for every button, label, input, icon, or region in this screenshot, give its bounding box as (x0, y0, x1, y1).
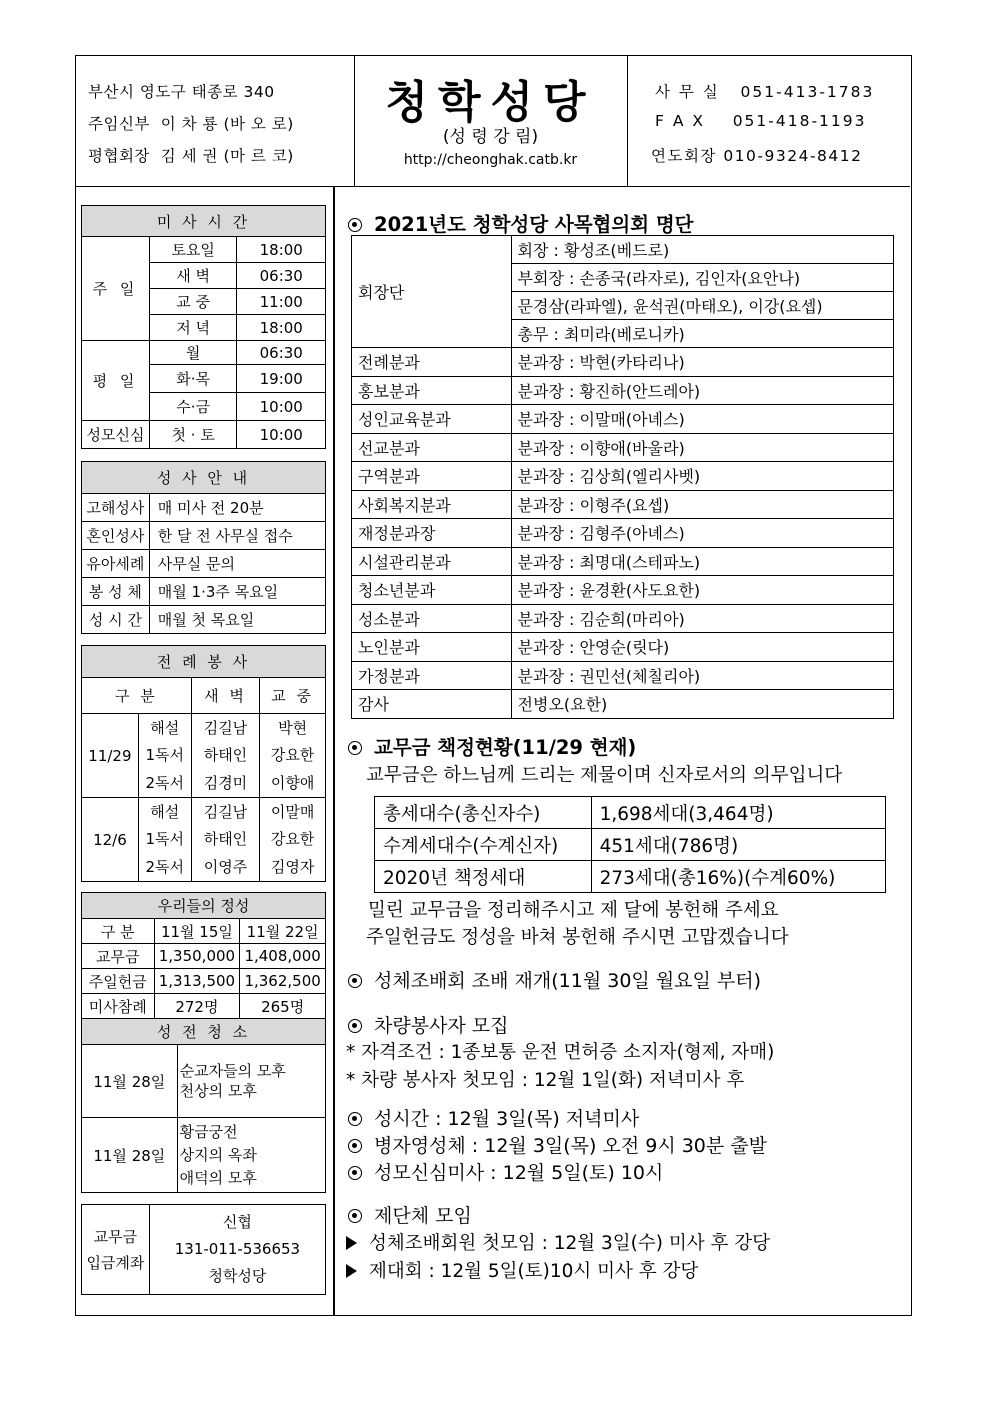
division-head: 분과장 : 이말매(아녜스) (511, 405, 893, 434)
account-label-line: 입금계좌 (86, 1253, 145, 1272)
offering-v1: 1,313,500 (154, 969, 240, 994)
driver-line-1: * 자격조건 : 1종보통 운전 면허증 소지자(형제, 자매) (346, 1042, 775, 1063)
cleaning-group: 애덕의 모후 (179, 1168, 257, 1187)
office-phone: 사 무 실 051-413-1783 (655, 83, 875, 101)
liturgy-dawn: 이영주 (191, 852, 260, 882)
groups-title: 제단체 모임 (374, 1205, 472, 1227)
fax-number: F A X 051-418-1193 (655, 112, 867, 130)
division-head: 전병오(요한) (511, 690, 893, 719)
offering-label: 미사참례 (82, 994, 155, 1019)
liturgy-role: 해설 (138, 714, 191, 741)
division-name: 성소분과 (352, 604, 512, 633)
bullet-icon (348, 1019, 362, 1033)
division-name: 사회복지분과 (352, 490, 512, 519)
account-bank: 신협 (222, 1213, 252, 1231)
division-name: 홍보분과 (352, 376, 512, 405)
bullet-icon (348, 974, 362, 988)
cleaning-groups (177, 1118, 325, 1193)
sacrament-label: 봉 성 체 (82, 578, 150, 606)
dues-value: 273세대(총16%)(수계60%) (591, 861, 885, 893)
executive-member: 문경삼(라파엘), 윤석권(마태오), 이강(요셉) (511, 292, 893, 320)
cleaning-group: 황금궁전 (179, 1122, 238, 1141)
liturgy-main: 김영자 (260, 852, 326, 882)
dues-label: 2020년 책정세대 (375, 861, 592, 893)
division-name: 감사 (352, 690, 512, 719)
mass-times-table (81, 205, 326, 449)
division-head: 분과장 : 김순희(마리아) (511, 604, 893, 633)
liturgy-main: 이향애 (260, 768, 326, 798)
dues-label: 총세대수(총신자수) (375, 797, 592, 829)
dues-title: 교무금 책정현황(11/29 현재) (374, 736, 637, 759)
sacrament-value: 매월 첫 목요일 (149, 606, 325, 634)
bullet-icon (348, 1112, 362, 1126)
liturgy-dawn: 김길남 (191, 798, 260, 825)
cleaning-table (81, 1018, 326, 1193)
division-head: 분과장 : 최명대(스테파노) (511, 547, 893, 576)
sacrament-value: 한 달 전 사무실 접수 (149, 522, 325, 550)
bullet-icon (348, 1209, 362, 1223)
cleaning-date: 11월 28일 (82, 1118, 178, 1193)
header-contacts (627, 56, 910, 186)
executive-member: 회장 : 황성조(베드로) (511, 236, 893, 264)
offering-label: 주일헌금 (82, 969, 155, 994)
executive-member: 총무 : 최미라(베로니카) (511, 320, 893, 348)
liturgy-role: 1독서 (138, 825, 191, 852)
dues-value: 451세대(786명) (591, 829, 885, 861)
mass-time: 06:30 (237, 263, 326, 289)
yeondo-contact: 연도회장 010-9324-8412 (651, 147, 863, 165)
liturgy-title: 전 례 봉 사 (82, 646, 326, 678)
sacrament-value: 사무실 문의 (149, 550, 325, 578)
offerings-table (81, 892, 326, 1019)
group-meeting-1 (346, 1229, 770, 1255)
division-head: 분과장 : 황진하(안드레아) (511, 376, 893, 405)
division-name: 가정분과 (352, 661, 512, 690)
mass-time: 06:30 (237, 341, 326, 365)
mass-times-title: 미 사 시 간 (82, 206, 326, 237)
mass-name: 새 벽 (149, 263, 237, 289)
weekday-label: 평 일 (82, 341, 150, 421)
sunday-label: 주 일 (82, 237, 150, 341)
liturgy-date: 12/6 (82, 798, 139, 882)
header-left (76, 56, 355, 186)
council-title: 2021년도 청학성당 사목협의회 명단 (374, 213, 694, 236)
dues-table (374, 796, 886, 893)
bullet-icon (348, 741, 362, 755)
offerings-col-category: 구 분 (82, 919, 155, 944)
division-name: 재정분과장 (352, 519, 512, 548)
division-head: 분과장 : 권민선(체칠리아) (511, 661, 893, 690)
account-number: 131-011-536653 (174, 1240, 301, 1258)
sacraments-title: 성 사 안 내 (82, 462, 326, 494)
dues-heading (348, 732, 636, 760)
executive-label: 회장단 (352, 236, 512, 348)
driver-heading (348, 1011, 509, 1038)
communion-notice (348, 966, 761, 993)
division-name: 시설관리분과 (352, 547, 512, 576)
header-title-block (354, 56, 628, 186)
triangle-icon (346, 1264, 357, 1278)
division-name: 성인교육분과 (352, 405, 512, 434)
sacrament-label: 고해성사 (82, 494, 150, 522)
dues-value: 1,698세대(3,464명) (591, 797, 885, 829)
address: 부산시 영도구 태종로 340 (88, 83, 275, 101)
liturgy-role: 2독서 (138, 768, 191, 798)
column-divider (333, 186, 335, 1316)
sacrament-label: 혼인성사 (82, 522, 150, 550)
account-label-line: 교무금 (93, 1227, 138, 1246)
pastor: 주임신부 이 차 룡 (바 오 로) (88, 115, 294, 133)
liturgy-dawn: 하태인 (191, 825, 260, 852)
website-link[interactable]: http://cheonghak.catb.kr (403, 152, 578, 168)
executive-member: 부회장 : 손종국(라자로), 김인자(요안나) (511, 264, 893, 292)
offering-v1: 272명 (154, 994, 240, 1019)
bullet-icon (348, 1139, 362, 1153)
division-name: 구역분과 (352, 462, 512, 491)
dues-note-1: 밀린 교무금을 정리해주시고 제 달에 봉헌해 주세요 (368, 900, 779, 921)
account-details (149, 1205, 325, 1295)
marian-label: 성모신심 (82, 421, 150, 449)
mass-name: 저 녁 (149, 315, 237, 341)
mass-name: 수·금 (149, 393, 237, 421)
offering-v2: 1,362,500 (240, 969, 326, 994)
sacrament-value: 매월 1·3주 목요일 (149, 578, 325, 606)
offerings-col1: 11월 15일 (154, 919, 240, 944)
parish-title: 청학성당 (385, 77, 596, 128)
account-table (81, 1204, 326, 1295)
bullet-icon (348, 218, 362, 232)
mass-time: 10:00 (237, 421, 326, 449)
bullet-icon (348, 1166, 362, 1180)
liturgy-main: 박현 (260, 714, 326, 741)
cleaning-title: 성 전 청 소 (82, 1019, 326, 1045)
communion-text: 성체조배회 조배 재개(11월 30일 월요일 부터) (374, 970, 762, 992)
liturgy-main: 강요한 (260, 825, 326, 852)
mass-time: 18:00 (237, 237, 326, 263)
division-name: 선교분과 (352, 433, 512, 462)
cleaning-group: 상지의 옥좌 (179, 1145, 257, 1164)
mass-name: 토요일 (149, 237, 237, 263)
cleaning-groups (177, 1045, 325, 1118)
division-head: 분과장 : 박현(카타리나) (511, 348, 893, 377)
liturgical-season: (성 령 강 림) (442, 127, 539, 147)
division-head: 분과장 : 안영순(릿다) (511, 633, 893, 662)
liturgy-main: 강요한 (260, 741, 326, 768)
marian-mass-text: 성모신심미사 : 12월 5일(토) 10시 (374, 1162, 664, 1184)
offering-label: 교무금 (82, 944, 155, 969)
council-president: 평협회장 김 세 권 (마 르 코) (88, 147, 294, 165)
account-label (82, 1205, 150, 1295)
division-name: 청소년분과 (352, 576, 512, 605)
division-name: 노인분과 (352, 633, 512, 662)
mass-time: 18:00 (237, 315, 326, 341)
sacrament-label: 유아세례 (82, 550, 150, 578)
groups-heading (348, 1201, 472, 1228)
group-meeting-2 (346, 1257, 698, 1283)
liturgy-date: 11/29 (82, 714, 139, 798)
mass-name: 첫 · 토 (149, 421, 237, 449)
mass-time: 11:00 (237, 289, 326, 315)
offering-v2: 1,408,000 (240, 944, 326, 969)
sacrament-label: 성 시 간 (82, 606, 150, 634)
account-holder: 청학성당 (208, 1267, 267, 1285)
dues-label: 수계세대수(수계신자) (375, 829, 592, 861)
mass-name: 화·목 (149, 365, 237, 393)
bulletin-page (75, 55, 912, 1316)
mass-name: 월 (149, 341, 237, 365)
liturgy-dawn: 하태인 (191, 741, 260, 768)
division-head: 분과장 : 이향애(바울라) (511, 433, 893, 462)
division-name: 전례분과 (352, 348, 512, 377)
council-table (351, 235, 894, 719)
holy-hour-notice (348, 1104, 639, 1131)
driver-line-2: * 차량 봉사자 첫모임 : 12월 1일(화) 저녁미사 후 (346, 1070, 745, 1091)
mass-time: 19:00 (237, 365, 326, 393)
liturgy-dawn: 김길남 (191, 714, 260, 741)
liturgy-col-category: 구 분 (82, 678, 192, 714)
cleaning-date: 11월 28일 (82, 1045, 178, 1118)
dues-note-2: 주일헌금도 정성을 바쳐 봉헌해 주시면 고맙겠습니다 (366, 927, 789, 948)
liturgy-main: 이말매 (260, 798, 326, 825)
cleaning-group: 천상의 모후 (179, 1082, 257, 1100)
liturgy-col-main: 교 중 (260, 678, 326, 714)
offering-v1: 1,350,000 (154, 944, 240, 969)
marian-mass-notice (348, 1158, 663, 1185)
sacraments-table (81, 461, 326, 634)
sick-communion-text: 병자영성체 : 12월 3일(목) 오전 9시 30분 출발 (374, 1135, 767, 1157)
sacrament-value: 매 미사 전 20분 (149, 494, 325, 522)
holy-hour-text: 성시간 : 12월 3일(목) 저녁미사 (374, 1108, 640, 1130)
group-meeting-text: 성체조배회원 첫모임 : 12월 3일(수) 미사 후 강당 (369, 1233, 770, 1254)
liturgy-col-dawn: 새 벽 (191, 678, 260, 714)
division-head: 분과장 : 이형주(요셉) (511, 490, 893, 519)
group-meeting-text: 제대회 : 12월 5일(토)10시 미사 후 강당 (369, 1261, 699, 1282)
mass-name: 교 중 (149, 289, 237, 315)
sick-communion-notice (348, 1131, 767, 1158)
offerings-title: 우리들의 정성 (82, 893, 326, 919)
division-head: 분과장 : 김상희(엘리사벳) (511, 462, 893, 491)
cleaning-group: 순교자들의 모후 (179, 1062, 286, 1080)
division-head: 분과장 : 김형주(아녜스) (511, 519, 893, 548)
liturgy-role: 1독서 (138, 741, 191, 768)
mass-time: 10:00 (237, 393, 326, 421)
liturgy-role: 2독서 (138, 852, 191, 882)
dues-intro: 교무금은 하느님께 드리는 제물이며 신자로서의 의무입니다 (366, 765, 843, 786)
triangle-icon (346, 1236, 357, 1250)
offerings-col2: 11월 22일 (240, 919, 326, 944)
liturgy-role: 해설 (138, 798, 191, 825)
driver-title: 차량봉사자 모집 (374, 1015, 509, 1037)
liturgy-dawn: 김경미 (191, 768, 260, 798)
header (76, 56, 910, 187)
offering-v2: 265명 (240, 994, 326, 1019)
division-head: 분과장 : 윤경환(사도요한) (511, 576, 893, 605)
liturgy-table (81, 645, 326, 882)
council-heading (348, 209, 694, 237)
